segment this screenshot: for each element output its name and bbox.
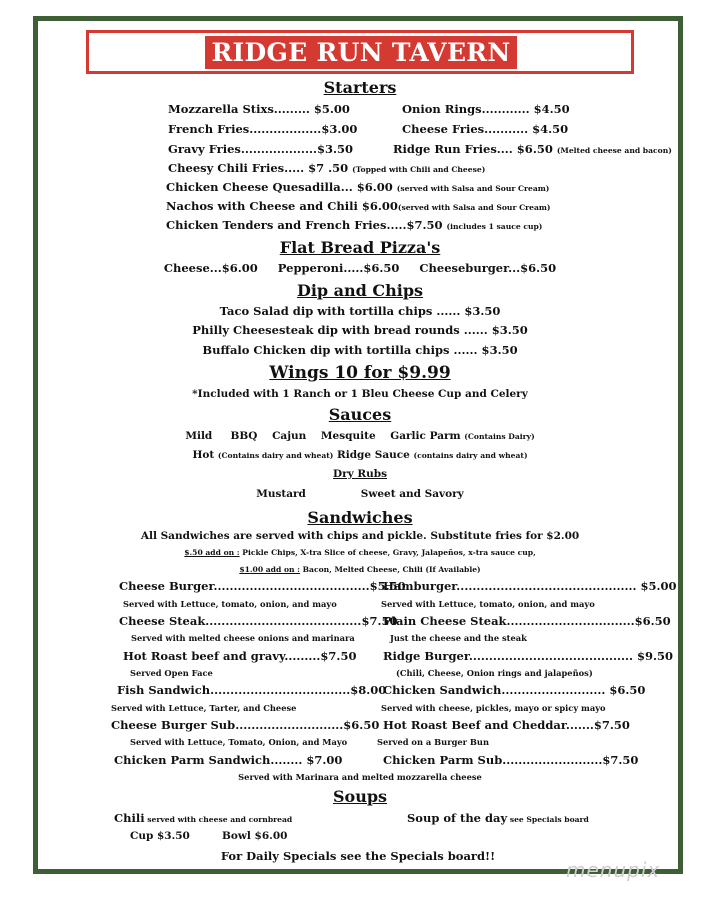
addon-line-1 <box>0 548 720 557</box>
menu-item-mozzarella: Mozzarella Stixs......... $5.00 <box>168 102 350 116</box>
menu-item-buffalo-dip: Buffalo Chicken dip with tortilla chips ...... $3.50 <box>202 343 518 357</box>
item-note: served with cheese and cornbread <box>144 815 293 824</box>
menu-item-onion-rings: Onion Rings............ $4.50 <box>402 102 570 116</box>
menu-item-quesadilla <box>166 180 549 194</box>
sandwich-right-4: Chicken Sandwich.......................... $6.50 <box>383 683 646 697</box>
wings-note: *Included with 1 Ranch or 1 Bleu Cheese Cup and Celery <box>192 388 528 400</box>
sauces-line-2 <box>0 449 720 461</box>
sandwich-left-6: Chicken Parm Sandwich........ $7.00 <box>114 753 343 767</box>
sandwich-right-5-note: Served on a Burger Bun <box>377 737 489 747</box>
sandwich-right-2: Plain Cheese Steak................................$6.50 <box>383 614 671 628</box>
menu-item-french-fries: French Fries..................$3.00 <box>168 122 358 136</box>
menu-item-gravy-fries: Gravy Fries...................$3.50 <box>168 142 353 156</box>
sauce-list: Mild BBQ Cajun Mesquite Garlic Parm <box>185 430 461 442</box>
item-name: Ridge Run Fries.... $6.50 <box>393 142 553 156</box>
menu-item-chili-fries <box>168 161 485 175</box>
item-name: Soup of the day <box>407 811 508 825</box>
chicken-parm-note: Served with Marinara and melted mozzarella cheese <box>238 772 482 782</box>
menu-item-tenders <box>166 218 542 232</box>
sandwich-left-1: Cheese Burger.......................................$5.50 <box>119 579 406 593</box>
item-note: (served with Salsa and Sour Cream) <box>396 184 550 193</box>
sauce-ridge: Ridge Sauce <box>337 449 410 461</box>
menu-item-philly-dip: Philly Cheesesteak dip with bread rounds ...... $3.50 <box>192 323 528 337</box>
item-note: (Melted cheese and bacon) <box>556 146 672 155</box>
sandwich-left-1-note: Served with Lettuce, tomato, onion, and mayo <box>123 599 337 609</box>
dry-rubs-line: Mustard Sweet and Savory <box>256 488 464 500</box>
addon-text: Bacon, Melted Cheese, Chili (If Available) <box>299 565 481 574</box>
dry-rubs-heading: Dry Rubs <box>332 468 387 480</box>
flatbread-heading: Flat Bread Pizza's <box>279 238 441 257</box>
soup-cup-price: Cup $3.50 <box>130 830 190 842</box>
sandwich-right-1-note: Served with Lettuce, tomato, onion, and mayo <box>381 599 595 609</box>
addon-text: Pickle Chips, X-tra Slice of cheese, Gravy, Jalapeños, x-tra sauce cup, <box>239 548 536 557</box>
addon-label: $1.00 add on : <box>239 565 300 574</box>
item-name: Nachos with Cheese and Chili $6.00 <box>166 199 398 213</box>
menu-title: RIDGE RUN TAVERN <box>205 36 517 69</box>
menu-item-cheese-fries: Cheese Fries........... $4.50 <box>402 122 569 136</box>
flatbread-line: Cheese...$6.00 Pepperoni.....$6.50 Cheeseburger...$6.50 <box>163 261 557 275</box>
sandwich-left-5-note: Served with Lettuce, Tomato, Onion, and Mayo <box>130 737 348 747</box>
menu-item-ridge-run-fries <box>393 142 672 156</box>
sandwich-right-3-note: (Chili, Cheese, Onion rings and jalapeños) <box>396 668 593 678</box>
item-name: Chili <box>114 811 145 825</box>
item-note: (includes 1 sauce cup) <box>446 222 543 231</box>
sandwich-left-3: Hot Roast beef and gravy.........$7.50 <box>123 649 357 663</box>
sandwich-left-5: Cheese Burger Sub...........................$6.50 <box>111 718 380 732</box>
sauce-note: (Contains Dairy) <box>464 432 535 441</box>
addon-label: $.50 add on : <box>184 548 240 557</box>
starters-heading: Starters <box>323 78 397 97</box>
sauces-line-1 <box>0 430 720 442</box>
sandwich-left-4: Fish Sandwich...................................$8.00 <box>117 683 387 697</box>
menu-item-taco-dip: Taco Salad dip with tortilla chips ...... $3.50 <box>219 304 501 318</box>
soup-of-the-day <box>407 811 589 825</box>
item-note: (Topped with Chili and Cheese) <box>352 165 486 174</box>
sauce-hot: Hot <box>192 449 215 461</box>
sandwich-left-4-note: Served with Lettuce, Tarter, and Cheese <box>111 703 297 713</box>
sandwich-right-4-note: Served with cheese, pickles, mayo or spicy mayo <box>381 703 606 713</box>
wings-heading: Wings 10 for $9.99 <box>269 363 451 383</box>
soup-bowl-price: Bowl $6.00 <box>222 830 288 842</box>
sauce-note: (contains dairy and wheat) <box>413 451 528 460</box>
sandwich-right-3: Ridge Burger......................................... $9.50 <box>383 649 673 663</box>
sandwich-right-6: Chicken Parm Sub.........................$7.50 <box>383 753 639 767</box>
soups-heading: Soups <box>332 787 388 806</box>
sandwich-left-2: Cheese Steak.......................................$7.50 <box>119 614 398 628</box>
sandwiches-intro: All Sandwiches are served with chips and pickle. Substitute fries for $2.00 <box>140 530 580 542</box>
sauces-heading: Sauces <box>328 405 392 424</box>
dip-heading: Dip and Chips <box>296 281 424 300</box>
addon-line-2 <box>0 565 720 574</box>
item-name: Chicken Cheese Quesadilla... $6.00 <box>166 180 393 194</box>
sandwich-right-5: Hot Roast Beef and Cheddar.......$7.50 <box>383 718 630 732</box>
sandwich-left-2-note: Served with melted cheese onions and marinara <box>131 633 355 643</box>
watermark: menupix <box>566 858 661 882</box>
sandwich-left-3-note: Served Open Face <box>130 668 213 678</box>
specials-footer: For Daily Specials see the Specials board!! <box>220 849 496 863</box>
menu-item-nachos <box>166 199 551 213</box>
sandwich-right-1: Hamburger............................................. $5.00 <box>383 579 677 593</box>
item-name: Chicken Tenders and French Fries.....$7.50 <box>166 218 443 232</box>
item-note: see Specials board <box>507 815 589 824</box>
item-name: Cheesy Chili Fries..... $7 .50 <box>168 161 349 175</box>
soup-chili <box>114 811 292 825</box>
item-note: (served with Salsa and Sour Cream) <box>397 203 551 212</box>
sandwiches-heading: Sandwiches <box>307 508 413 527</box>
sauce-note: (Contains dairy and wheat) <box>217 451 334 460</box>
sandwich-right-2-note: Just the cheese and the steak <box>390 633 527 643</box>
